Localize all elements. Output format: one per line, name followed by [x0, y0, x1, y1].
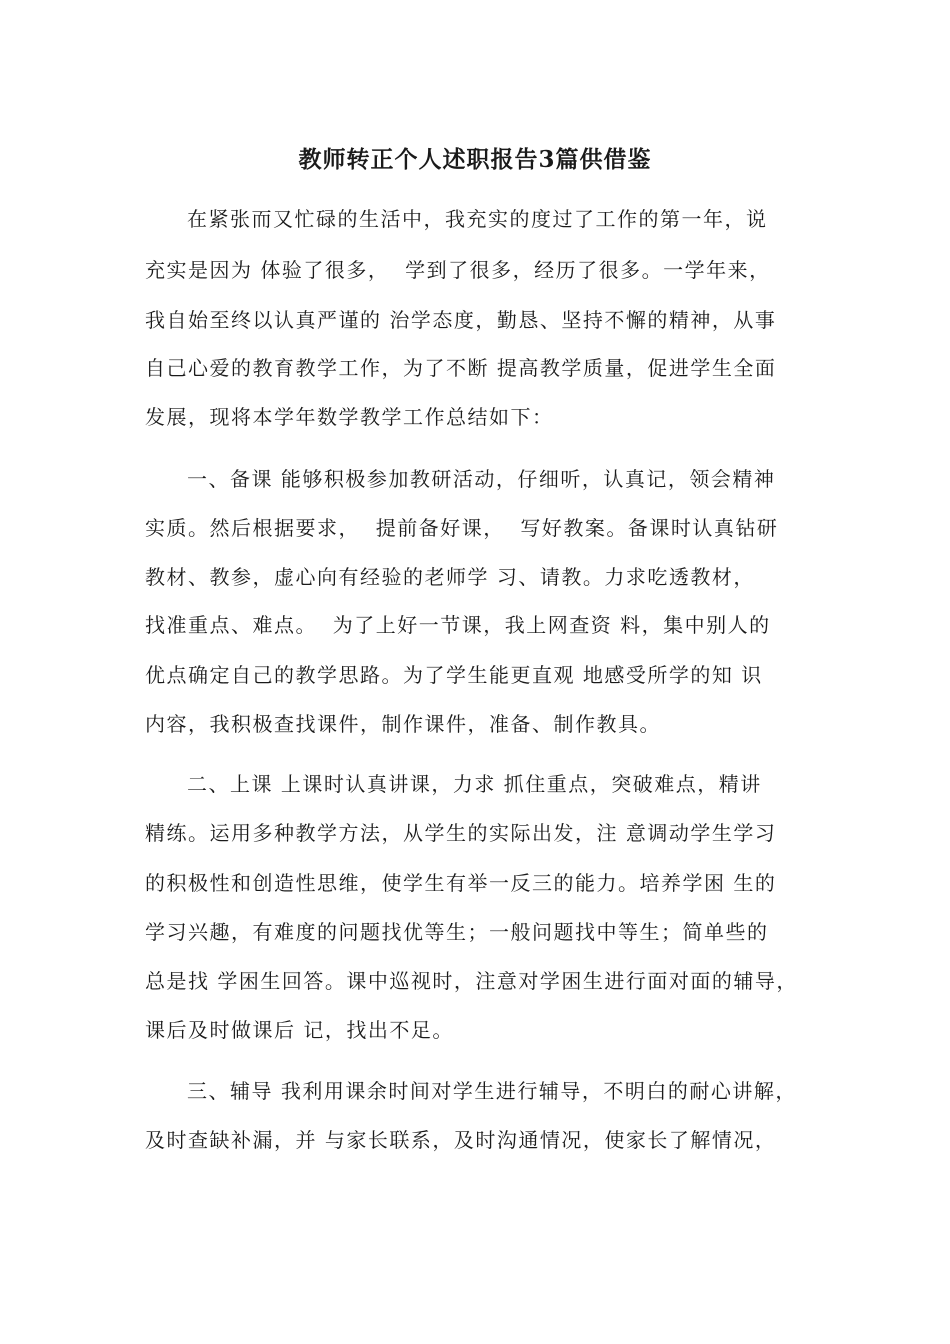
paragraph-line: 的积极性和创造性思维，使学生有举一反三的能力。培养学困 生的 [145, 871, 777, 895]
paragraph-line: 课后及时做课后 记，找出不足。 [145, 1018, 454, 1042]
paragraph-line: 找准重点、难点。 为了上好一节课，我上网查资 料，集中别人的 [145, 613, 771, 637]
paragraph-line: 精练。运用多种教学方法，从学生的实际出发，注 意调动学生学习 [145, 821, 777, 845]
paragraph-line: 二、上课 上课时认真讲课，力求 抓住重点，突破难点，精讲 [187, 772, 762, 796]
paragraph-line: 自己心爱的教育教学工作，为了不断 提高教学质量，促进学生全面 [145, 356, 777, 380]
paragraph-line: 学习兴趣，有难度的问题找优等生；一般问题找中等生；简单些的 [145, 920, 769, 944]
paragraph-line: 在紧张而又忙碌的生活中，我充实的度过了工作的第一年，说 [187, 207, 768, 231]
paragraph-line: 及时查缺补漏，并 与家长联系，及时沟通情况，使家长了解情况， [145, 1128, 777, 1152]
paragraph-line: 我自始至终以认真严谨的 治学态度，勤恳、坚持不懈的精神，从事 [145, 308, 777, 332]
paragraph-line: 实质。然后根据要求， 提前备好课， 写好教案。备课时认真钻研 [145, 516, 779, 540]
paragraph-line: 一、备课 能够积极参加教研活动，仔细听，认真记，领会精神 [187, 467, 776, 491]
paragraph-line: 内容，我积极查找课件，制作课件，准备、制作教具。 [145, 712, 661, 736]
paragraph-line: 充实是因为 体验了很多， 学到了很多，经历了很多。一学年来， [145, 258, 771, 282]
paragraph-line: 发展，现将本学年数学教学工作总结如下： [145, 405, 554, 429]
paragraph-line: 三、辅导 我利用课余时间对学生进行辅导，不明白的耐心讲解， [187, 1079, 797, 1103]
document-title: 教师转正个人述职报告3篇供借鉴 [298, 146, 652, 173]
paragraph-line: 总是找 学困生回答。课中巡视时，注意对学困生进行面对面的辅导， [145, 969, 798, 993]
paragraph-line: 教材、教参，虚心向有经验的老师学 习、请教。力求吃透教材， [145, 565, 755, 589]
paragraph-line: 优点确定自己的教学思路。为了学生能更直观 地感受所学的知 识 [145, 663, 763, 687]
